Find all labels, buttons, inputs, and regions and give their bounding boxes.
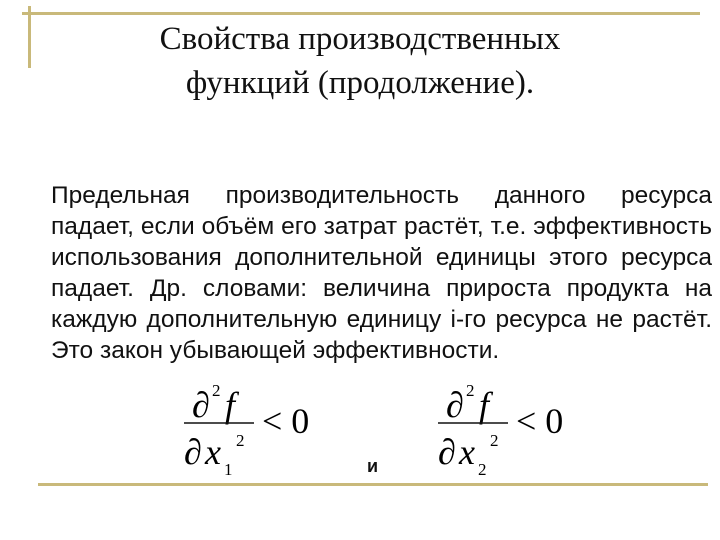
title-line-1: Свойства производственных — [159, 21, 561, 57]
title-line-2: функций (продолжение). — [185, 65, 535, 101]
relation: < 0 — [262, 401, 310, 441]
formula-x1-svg — [180, 372, 330, 482]
subscript: 2 — [478, 460, 487, 479]
frame-left-line — [28, 6, 31, 68]
exp-num: 2 — [466, 381, 475, 400]
exp-num: 2 — [212, 381, 221, 400]
partial-symbol-num: ∂ — [192, 385, 210, 425]
frame-bottom-line — [38, 483, 708, 486]
slide-title — [60, 17, 660, 105]
exp-den: 2 — [490, 431, 499, 450]
exp-den: 2 — [236, 431, 245, 450]
relation: < 0 — [516, 401, 564, 441]
partial-symbol-den: ∂ — [184, 432, 202, 472]
subscript: 1 — [224, 460, 233, 479]
variable-x: x — [459, 432, 475, 472]
frame-top-line — [22, 12, 700, 15]
partial-symbol-den: ∂ — [438, 432, 456, 472]
formula-x2-svg — [434, 372, 584, 482]
body-paragraph: Предельная производительность данного ресурса падает, если объём его затрат растёт, т.е. эффективность использования дополнительной единицы этого ресурса падает. Др. словами: величина прироста продукта на каждую дополнительную единицу i-го ресурса не растёт. Это закон убывающей эффективности. — [51, 182, 712, 364]
function-f: f — [225, 385, 236, 425]
conjunction-and: и — [367, 456, 379, 476]
partial-symbol-num: ∂ — [446, 385, 464, 425]
formula-x2 — [434, 372, 584, 482]
variable-x: x — [205, 432, 221, 472]
function-f: f — [479, 385, 490, 425]
formula-x1 — [180, 372, 330, 482]
